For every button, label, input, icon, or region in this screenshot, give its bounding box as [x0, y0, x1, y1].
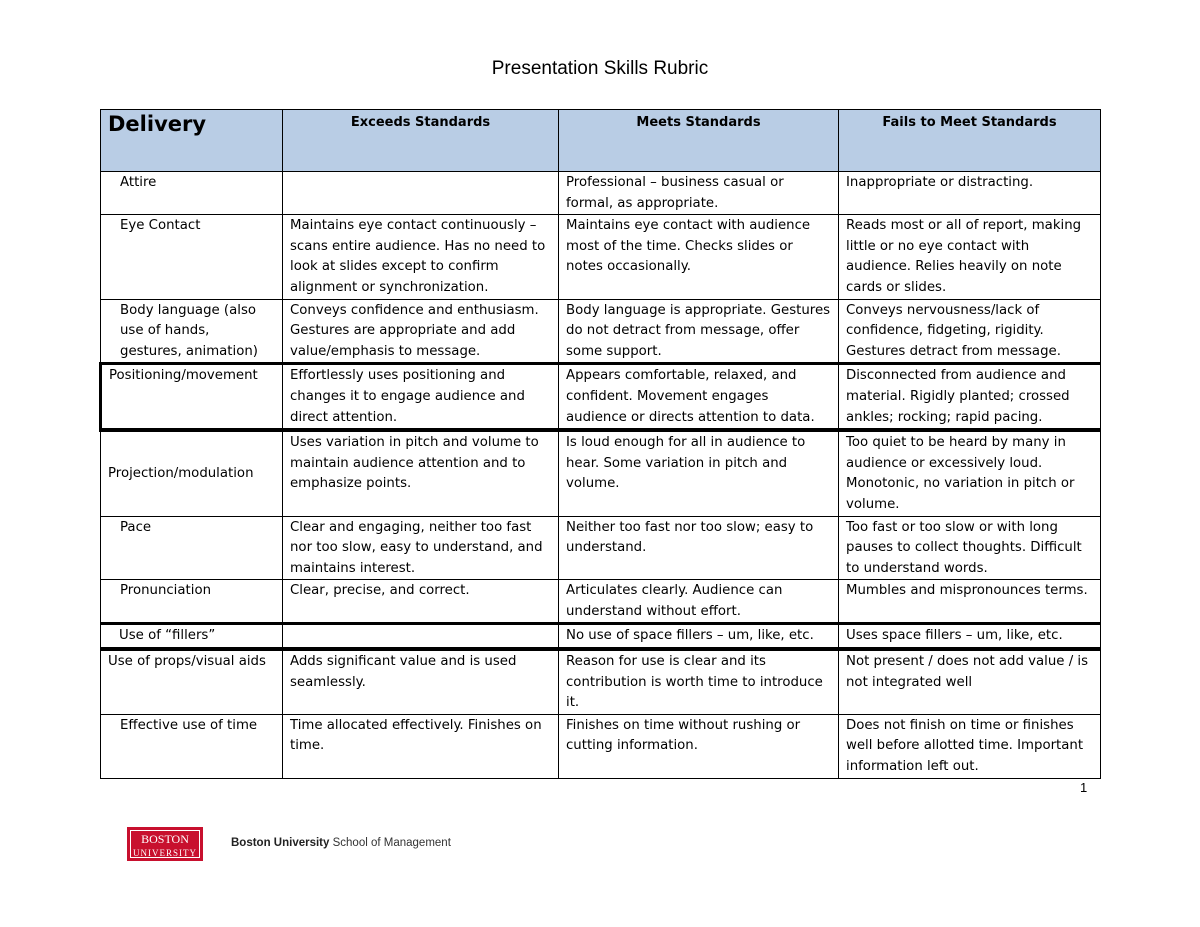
logo-line2: UNIVERSITY [133, 848, 197, 858]
table-row [101, 299, 1101, 364]
exceeds-cell: Time allocated effectively. Finishes on time. [283, 714, 559, 778]
table-row [101, 172, 1101, 215]
table-row [101, 649, 1101, 714]
criterion-cell: Pronunciation [101, 580, 283, 624]
exceeds-cell: Clear and engaging, neither too fast nor too slow, easy to understand, and maintains interest. [283, 516, 559, 580]
header-fails: Fails to Meet Standards [839, 110, 1101, 172]
meets-cell: Reason for use is clear and its contribution is worth time to introduce it. [559, 649, 839, 714]
table-row [101, 364, 1101, 430]
meets-cell: Is loud enough for all in audience to hear. Some variation in pitch and volume. [559, 430, 839, 516]
meets-cell: Professional – business casual or formal, as appropriate. [559, 172, 839, 215]
meets-cell: No use of space fillers – um, like, etc. [559, 624, 839, 649]
exceeds-cell: Adds significant value and is used seamlessly. [283, 649, 559, 714]
meets-cell: Articulates clearly. Audience can understand without effort. [559, 580, 839, 624]
meets-cell: Maintains eye contact with audience most of the time. Checks slides or notes occasionally. [559, 215, 839, 299]
criterion-cell: Body language (also use of hands, gestures, animation) [101, 299, 283, 364]
exceeds-cell: Uses variation in pitch and volume to maintain audience attention and to emphasize points. [283, 430, 559, 516]
fails-cell: Inappropriate or distracting. [839, 172, 1101, 215]
logo-line1: BOSTON [141, 832, 189, 846]
table-row [101, 624, 1101, 649]
exceeds-cell: Conveys confidence and enthusiasm. Gestures are appropriate and add value/emphasis to message. [283, 299, 559, 364]
criterion-cell: Eye Contact [101, 215, 283, 299]
exceeds-cell: Effortlessly uses positioning and changes it to engage audience and direct attention. [283, 364, 559, 430]
school-name-bold: Boston University [231, 837, 330, 849]
fails-cell: Mumbles and mispronounces terms. [839, 580, 1101, 624]
criterion-cell: Projection/modulation [101, 430, 283, 516]
fails-cell: Disconnected from audience and material. Rigidly planted; crossed ankles; rocking; rapid pacing. [839, 364, 1101, 430]
criterion-cell: Pace [101, 516, 283, 580]
meets-cell: Appears comfortable, relaxed, and confident. Movement engages audience or directs attention to data. [559, 364, 839, 430]
rubric-table [99, 109, 1101, 779]
page-number: 1 [1080, 780, 1088, 795]
page-title: Presentation Skills Rubric [491, 58, 709, 79]
fails-cell: Too fast or too slow or with long pauses to collect thoughts. Difficult to understand words. [839, 516, 1101, 580]
fails-cell: Too quiet to be heard by many in audience or excessively loud. Monotonic, no variation in pitch or volume. [839, 430, 1101, 516]
table-row [101, 714, 1101, 778]
criterion-cell: Use of “fillers” [101, 624, 283, 649]
school-name-rest: School of Management [329, 837, 451, 849]
table-row [101, 430, 1101, 516]
exceeds-cell: Maintains eye contact continuously – scans entire audience. Has no need to look at slides except to confirm alignment or synchronization. [283, 215, 559, 299]
meets-cell: Neither too fast nor too slow; easy to understand. [559, 516, 839, 580]
boston-university-logo [127, 827, 203, 861]
header-exceeds: Exceeds Standards [283, 110, 559, 172]
meets-cell: Finishes on time without rushing or cutting information. [559, 714, 839, 778]
fails-cell: Not present / does not add value / is not integrated well [839, 649, 1101, 714]
criterion-cell: Attire [101, 172, 283, 215]
school-name [231, 837, 451, 849]
table-row [101, 580, 1101, 624]
criterion-cell: Positioning/movement [101, 364, 283, 430]
table-row [101, 215, 1101, 299]
exceeds-cell: Clear, precise, and correct. [283, 580, 559, 624]
header-meets: Meets Standards [559, 110, 839, 172]
exceeds-cell [283, 624, 559, 649]
meets-cell: Body language is appropriate. Gestures do not detract from message, offer some support. [559, 299, 839, 364]
header-delivery: Delivery [101, 110, 283, 172]
table-row [101, 516, 1101, 580]
table-header-row [101, 110, 1101, 172]
fails-cell: Reads most or all of report, making little or no eye contact with audience. Relies heavily on note cards or slides. [839, 215, 1101, 299]
fails-cell: Conveys nervousness/lack of confidence, fidgeting, rigidity. Gestures detract from message. [839, 299, 1101, 364]
exceeds-cell [283, 172, 559, 215]
criterion-cell: Effective use of time [101, 714, 283, 778]
fails-cell: Uses space fillers – um, like, etc. [839, 624, 1101, 649]
fails-cell: Does not finish on time or finishes well before allotted time. Important information left out. [839, 714, 1101, 778]
criterion-cell: Use of props/visual aids [101, 649, 283, 714]
